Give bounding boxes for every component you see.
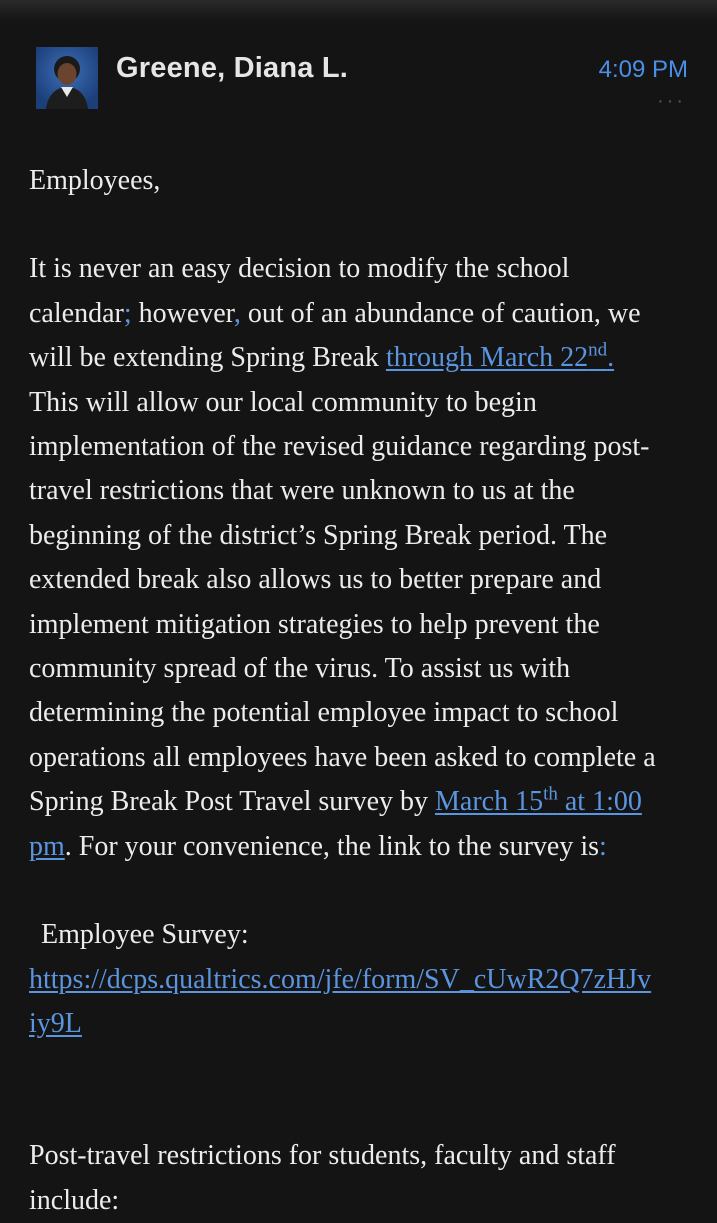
body-line: Post-travel restrictions for students, faculty and staff [29, 1140, 616, 1172]
more-options-icon[interactable]: ··· [657, 90, 686, 112]
survey-url-line-2[interactable]: iy9L [29, 1007, 82, 1039]
body-line: operations all employees have been asked to complete a [29, 741, 656, 773]
body-line: implement mitigation strategies to help prevent the [29, 608, 600, 640]
body-line: beginning of the district’s Spring Break period. The [29, 519, 608, 551]
email-body [29, 159, 694, 1216]
body-line: It is never an easy decision to modify the school [29, 253, 570, 285]
body-line: calendar; however, out of an abundance of caution, we [29, 297, 641, 329]
received-time: 4:09 PM [598, 56, 688, 83]
avatar[interactable] [36, 47, 98, 109]
body-line: travel restrictions that were unknown to us at the [29, 475, 575, 507]
body-line: This will allow our local community to begin [29, 386, 537, 418]
greeting: Employees, [29, 165, 161, 196]
date-link-march-22[interactable]: through March 22nd. [385, 339, 615, 374]
body-line: include: [29, 1184, 120, 1216]
body-line: extended break also allows us to better prepare and [29, 564, 602, 596]
body-line: implementation of the revised guidance regarding post- [29, 431, 650, 463]
survey-link[interactable] [29, 958, 694, 1002]
survey-label: Employee Survey: [41, 919, 249, 951]
email-header [0, 0, 717, 130]
body-line: will be extending Spring Break through March 22nd. [29, 339, 615, 374]
body-line: pm. For your convenience, the link to the survey is: [29, 830, 607, 862]
body-line: determining the potential employee impact to school [29, 697, 619, 729]
time-link-pm[interactable]: pm [29, 830, 65, 862]
body-line: Spring Break Post Travel survey by March 15th at 1:00 [29, 783, 642, 818]
survey-url-line-1[interactable]: https://dcps.qualtrics.com/jfe/form/SV_cUwR2Q7zHJv [29, 963, 652, 995]
survey-link[interactable] [29, 1002, 694, 1046]
sender-name: Greene, Diana L. [116, 52, 349, 84]
date-link-march-15[interactable]: March 15th at 1:00 [435, 783, 642, 818]
person-avatar-icon [36, 47, 98, 109]
body-line: community spread of the virus. To assist us with [29, 653, 571, 685]
